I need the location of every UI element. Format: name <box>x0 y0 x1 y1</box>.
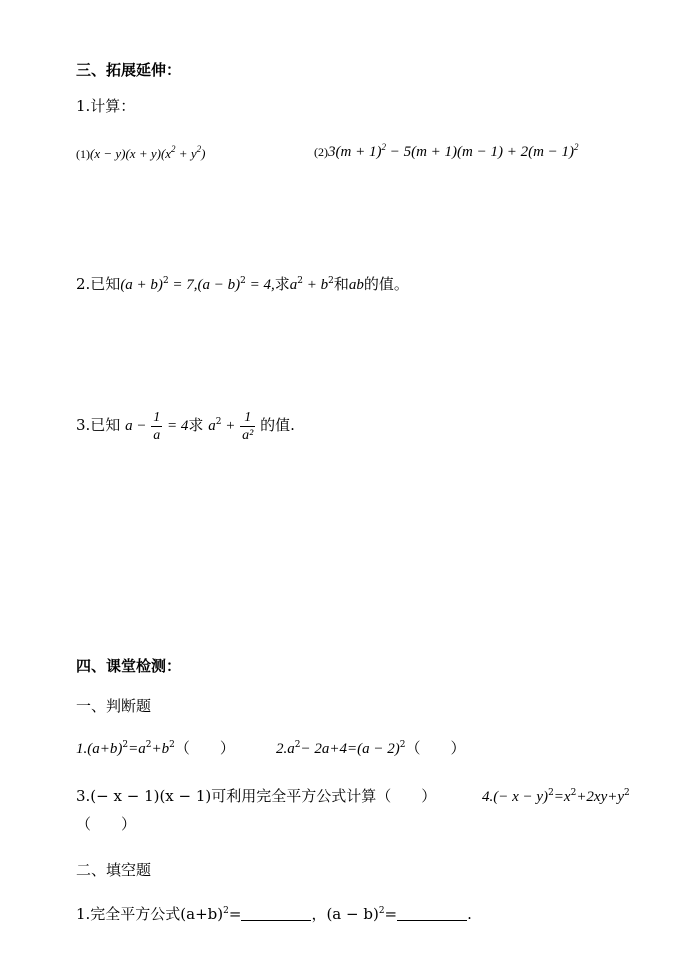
q2-a: a <box>289 277 298 293</box>
sup: 2 <box>297 276 304 286</box>
question-2 <box>76 274 409 295</box>
q3-ask: 求 <box>188 416 204 434</box>
part-1-end: ) <box>201 146 206 161</box>
blank-2[interactable] <box>397 906 467 921</box>
f1-a: 1.完全平方公式(a+b) <box>76 905 224 923</box>
judgement-3: 3.(− x − 1)(x − 1)可利用完全平方公式计算（ ） <box>76 787 437 805</box>
j2-answer-bracket[interactable]: （ ） <box>405 739 466 757</box>
j1-c: +b <box>151 741 170 757</box>
blank-1[interactable] <box>241 906 311 921</box>
sup: 2 <box>378 906 385 916</box>
sup: 2 <box>548 788 554 798</box>
sup: 2 <box>240 276 246 286</box>
j1-a: 1.(a+b) <box>76 741 123 757</box>
j2-a: 2.a <box>276 741 295 757</box>
f1-e: . <box>467 905 472 923</box>
j2-b: − 2a+4=(a − 2) <box>300 741 400 757</box>
fraction-1-over-a2 <box>240 409 255 444</box>
q2-ab: ab <box>348 277 364 293</box>
sup: 2 <box>624 788 630 798</box>
q3-a2: a <box>208 418 216 434</box>
j4-c: +2xy+y <box>576 789 625 805</box>
q2-mid: = 7,(a − b) <box>168 277 241 293</box>
part-2-expr: 3(m + 1) <box>328 144 382 160</box>
denominator: a² <box>242 427 254 443</box>
question-1-part-1 <box>76 144 205 164</box>
f1-b: = <box>228 905 242 923</box>
q3-a: a − <box>125 418 147 434</box>
fill-blank-1 <box>76 904 472 924</box>
sup: 2 <box>215 417 222 427</box>
sup: 2 <box>294 740 301 750</box>
q2-prefix: 2.已知 <box>76 275 121 293</box>
sup: 2 <box>145 740 152 750</box>
judgement-4 <box>482 786 630 807</box>
sup: 2 <box>570 788 577 798</box>
part-1-number: (1) <box>76 147 90 161</box>
sup: 2 <box>169 740 175 750</box>
j1-answer-bracket[interactable]: （ ） <box>174 739 235 757</box>
q2-mid2: = 4, <box>245 277 275 293</box>
sup: 2 <box>171 144 176 154</box>
part-1-expr: (x − y)(x + y)(x <box>90 146 172 161</box>
q3-prefix: 3.已知 <box>76 416 121 434</box>
q3-eq: = 4 <box>167 418 189 434</box>
fraction-1-over-a <box>151 409 162 444</box>
j1-b: =a <box>128 741 146 757</box>
sup: 2 <box>122 740 129 750</box>
part-2-number: (2) <box>314 145 328 159</box>
sup: 2 <box>574 142 579 152</box>
question-3 <box>76 400 295 450</box>
f1-c: ，(a − b) <box>311 905 379 923</box>
q2-end: 的值。 <box>363 275 409 293</box>
judgement-4-answer-bracket[interactable]: （ ） <box>76 815 137 833</box>
j4-a: 4.(− x − y) <box>482 789 549 805</box>
judgement-2 <box>276 738 465 759</box>
q2-plus: + b <box>303 277 329 293</box>
sup: 2 <box>162 276 169 286</box>
q2-and: 和 <box>333 275 349 293</box>
sup: 2 <box>223 906 229 916</box>
sup: 2 <box>196 144 202 154</box>
numerator: 1 <box>153 409 161 425</box>
question-1-part-2 <box>314 142 579 162</box>
q2-expr: (a + b) <box>120 277 163 293</box>
part-2-mid: − 5(m + 1)(m − 1) + 2(m − 1) <box>385 144 575 160</box>
denominator: a <box>153 427 161 443</box>
f1-d: = <box>384 905 398 923</box>
q3-plus: + <box>221 418 236 434</box>
q2-ask: 求 <box>274 275 290 293</box>
sup: 2 <box>399 740 406 750</box>
judgement-1 <box>76 738 235 759</box>
sup: 2 <box>328 276 334 286</box>
part-1-tail: + y <box>175 146 197 161</box>
j4-b: =x <box>553 789 571 805</box>
sup: 2 <box>381 142 386 152</box>
section-3-title: 三、拓展延伸： <box>76 61 182 79</box>
fill-blank-heading: 二、填空题 <box>76 861 152 879</box>
numerator: 1 <box>240 409 255 427</box>
judgement-heading: 一、判断题 <box>76 697 152 715</box>
section-4-title: 四、课堂检测： <box>76 657 182 675</box>
question-1-label: 1.计算： <box>76 97 136 115</box>
q3-end: 的值. <box>260 416 295 434</box>
